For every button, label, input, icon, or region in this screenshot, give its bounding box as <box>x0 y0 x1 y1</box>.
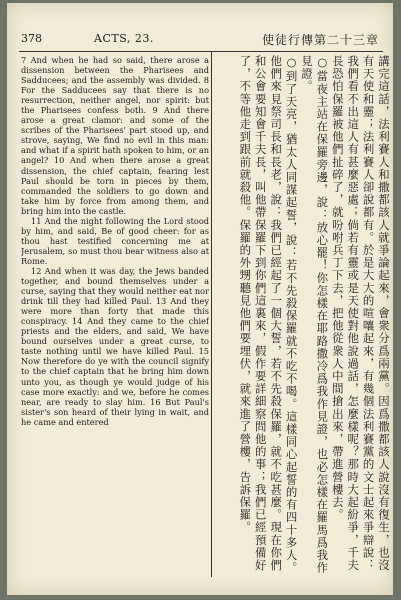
chinese-text-column <box>215 55 391 577</box>
chinese-running-title: 使徒行傳第二十三章 <box>261 33 379 47</box>
english-paragraph: 7 And when he had so said, there arose a dissension between the Pharisees and Sadducees; and the assembly was divided. 8 For the Sadducees say that there is no resurrection, neither angel, nor spirit: but the Pharisees confess both. 9 And there arose a great clamor: and some of the scribes of the Pharisees' part stood up, and strove, saying, We find no evil in this man: and what if a spirit hath spoken to him, or an angel? 10 And when there arose a great dissension, the chief captain, fearing lest Paul should be torn in pieces by them, commanded the soldiers to go down and take him by force from among them, and bring him into the castle. <box>21 55 209 216</box>
chinese-text-area <box>215 55 393 577</box>
english-paragraph: 11 And the night following the Lord stood by him, and said, Be of good cheer: for as thou hast testified concerning me at Jerusalem, so must thou bear witness also at Rome. <box>21 215 209 266</box>
english-text-column <box>21 55 209 579</box>
chinese-paragraph: 講完這話，法利賽人和撒都該人就爭論起來，會衆分爲兩黨。因爲撒都該人說沒有復生，也沒有天使和靈；法利賽人卻說都有。於是大大的喧嚷起來，有幾個法利賽黨的文士起來爭辯說：我們看不出這人有甚麼惡處；倘若有靈或是天使對他說過話，怎麼樣呢？那時大起紛爭，千夫長恐怕保羅被他們扯碎了，就吩咐兵丁下去，把他從衆人中間搶出來，帶進營樓去。 <box>330 55 391 572</box>
english-running-title: ACTS, 23. <box>94 32 154 45</box>
page-number: 378 <box>21 32 42 45</box>
english-paragraph: 12 And when it was day, the Jews banded together, and bound themselves under a curse, saying that they would neither eat nor drink till they had killed Paul. 13 And they were more than forty that made this conspiracy. 14 And they came to the chief priests and the elders, and said, We have bound ourselves under a great curse, to taste nothing until we have killed Paul. 15 Now therefore do ye with the council signify to the chief captain that he bring him down unto you, as though ye would judge of his case more exactly: and we, before he comes near, are ready to slay him. 16 But Paul's sister's son heard of their lying in wait, and he came and entered <box>21 265 209 427</box>
chinese-paragraph: ○到了天亮，猶太人同謀起誓，說：若不先殺保羅就不吃不喝。這樣同心起誓的有四十多人。他們來見祭司長和長老，說：我們已經起了一個大誓，若不先殺保羅，就不吃甚麼。現在你們和公會要知會千夫長，叫他帶保羅下到你們這裏來，假作要詳細察問他的事；我們已經預備好了，不等他走到跟前就殺他。保羅的外甥聽見他們要埋伏，就來進了營樓，告訴保羅。 <box>238 55 299 575</box>
page-header <box>19 29 383 52</box>
column-divider <box>211 51 212 577</box>
chinese-paragraph: ○當夜主站在保羅旁邊，說：放心罷！你怎樣在耶路撒冷爲我作見證，也必怎樣在羅馬爲我作見證。 <box>299 55 330 575</box>
book-page <box>7 3 393 595</box>
